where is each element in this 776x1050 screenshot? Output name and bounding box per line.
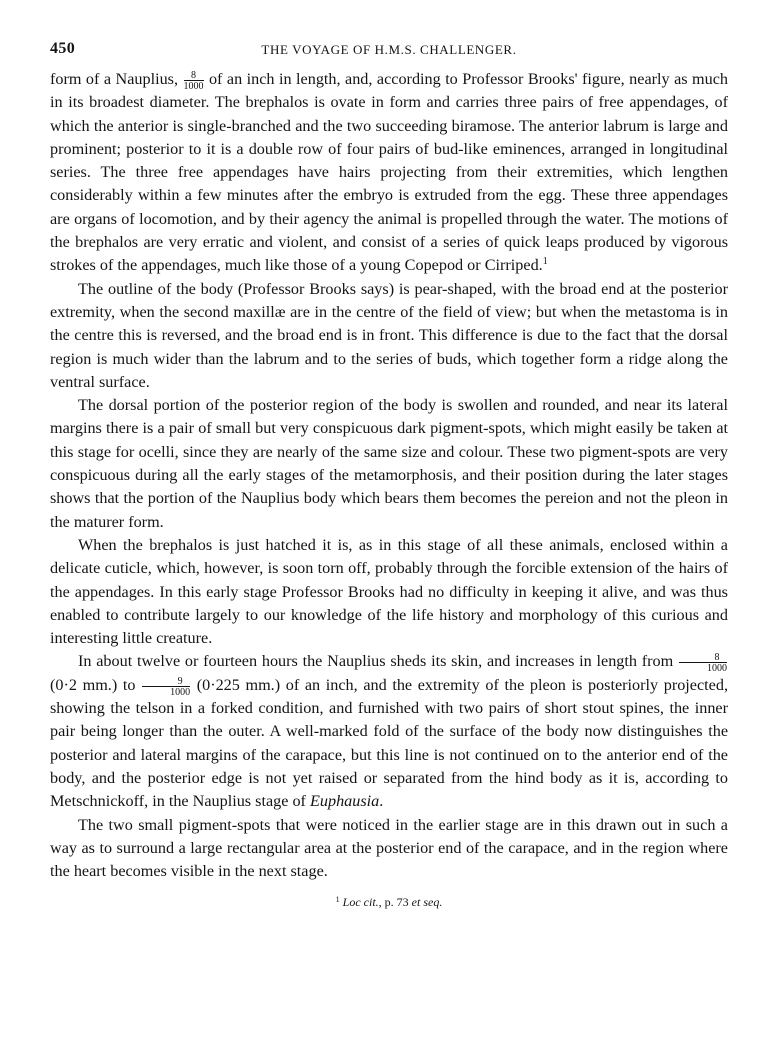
running-head [50,40,728,66]
body-text [50,68,728,883]
paragraph-1-text-b: of an inch in length, and, according to Professor Brooks' figure, nearly as much in its broadest diameter. The brephalos is ovate in form and carries three pairs of free appendages, of which the anterior is single-branched and the two succeeding biramose. The anterior labrum is large and prominent; posterior to it is a double row of four pairs of bud-like eminences, arranged in longitudinal series. The three free appendages have hairs projecting from their extremities, which lengthen considerably within a few minutes after the embryo is extruded from the egg. These three appendages are organs of locomotion, and by their agency the animal is propelled through the water. The motions of the brephalos are very erratic and violent, and consist of a series of quick leaps produced by vigorous strokes of the appendages, much like those of a young Copepod or Cirriped. [50,70,728,275]
book-page [50,40,728,910]
fraction-denominator: 1000 [183,81,204,92]
paragraph-1-text-a: form of a Nauplius, [50,70,183,88]
paragraph-6: The two small pigment-spots that were noticed in the earlier stage are in this drawn out in such a way as to surround a large rectangular area at the posterior end of the carapace, and in the region where the heart becomes visible in the next stage. [50,815,728,881]
paragraph-1 [50,68,728,278]
running-title: THE VOYAGE OF H.M.S. CHALLENGER. [261,42,517,57]
footnote-reference: 1 [542,256,548,268]
fraction-numerator: 8 [714,652,720,664]
paragraph-5 [50,650,728,813]
paragraph-4: When the brephalos is just hatched it is, as in this stage of all these animals, enclosed within a delicate cuticle, which, however, is soon torn off, probably through the forcible extension of the hairs of the appendages. In this early stage Professor Brooks had no difficulty in keeping it alive, and was thus enabled to contribute largely to our knowledge of the life history and morphology of this curious and interesting little creature. [50,535,728,648]
fraction-nine-thousandths [142,677,190,697]
fraction-eight-thousandths [184,71,204,91]
paragraph-5-text-a: In about twelve or fourteen hours the Nauplius sheds its skin, and increases in length from [78,652,678,671]
paragraph-5-text-d: . [379,792,384,811]
paragraph-5-text-c: (0·225 mm.) of an inch, and the extremity of the pleon is posteriorly projected, showing the telson in a forked condition, and furnished with two pairs of short stout spines, the inner pair being longer than the outer. A well-marked fold of the surface of the body now distinguishes the posterior and lateral margins of the carapace, but this line is not continued on to the anterior end of the body, and the posterior edge is not yet raised or separated from the hind body as it is, according to Metschnickoff, in the Nauplius stage of [50,675,728,811]
footnote-et-seq: et seq. [411,895,443,910]
footnote-citation: Loc cit. [342,895,379,910]
fraction-numerator: 8 [191,70,196,81]
italic-genus-name: Euphausia [310,792,380,811]
footnote [50,895,728,910]
fraction-denominator: 1000 [679,662,727,673]
fraction-numerator: 9 [177,675,183,687]
fraction-denominator: 1000 [142,686,190,697]
fraction-eight-thousandths [679,653,727,673]
footnote-marker: 1 [335,895,340,905]
paragraph-5-text-b: (0·2 mm.) to [50,675,142,694]
paragraph-3: The dorsal portion of the posterior region of the body is swollen and rounded, and near its lateral margins there is a pair of small but very conspicuous dark pigment-spots, which might easily be taken at this stage for ocelli, since they are nearly of the same size and colour. These two pigment-spots are very conspicuous during all the early stages of the metamorphosis, and their position during the later stages shows that the portion of the Nauplius body which bears them becomes the pereion and not the pleon in the maturer form. [50,396,728,531]
footnote-text: , p. 73 [378,895,412,910]
paragraph-2: The outline of the body (Professor Brooks says) is pear-shaped, with the broad end at the posterior extremity, when the second maxillæ are in the centre of the field of view; but when the metastoma is in the centre this is reversed, and the broad end is in front. This difference is due to the fact that the dorsal region is much wider than the labrum and to the series of buds, which together form a ridge along the ventral surface. [50,279,728,391]
page-number: 450 [50,40,76,57]
